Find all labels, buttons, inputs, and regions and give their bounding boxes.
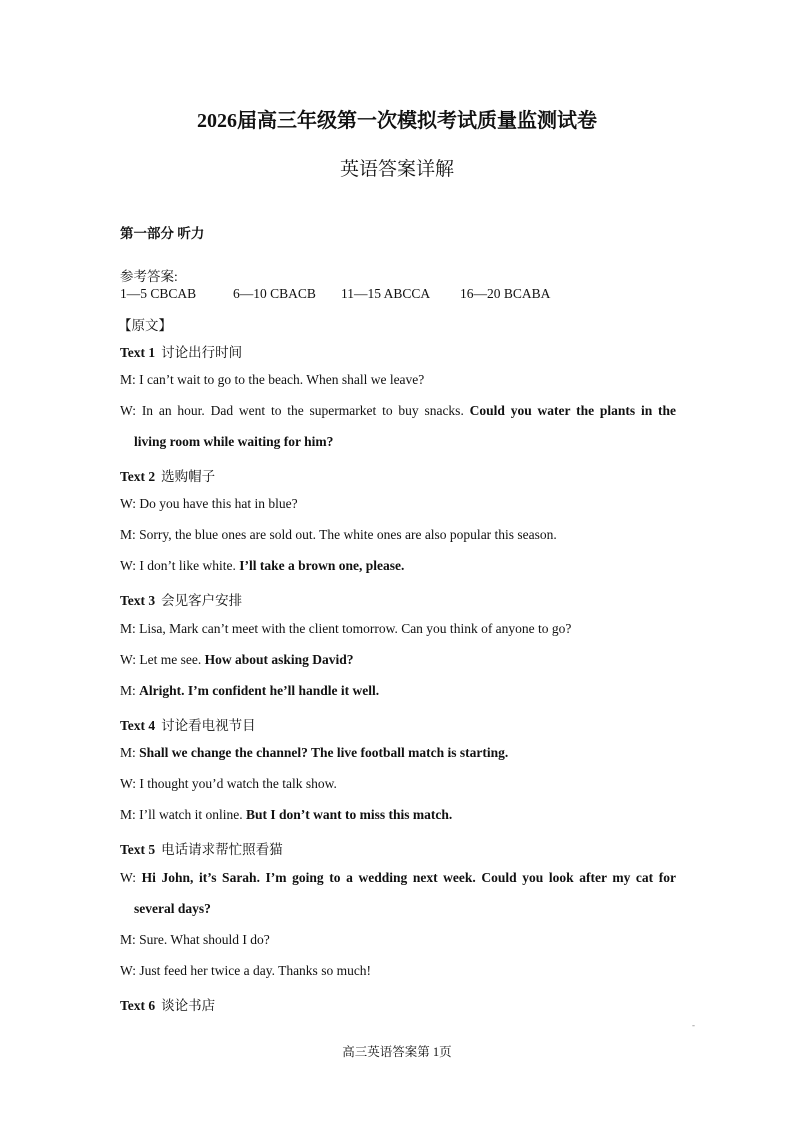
answer-group: 11—15 ABCCA xyxy=(341,286,431,301)
text-heading: Text 6 谈论书店 xyxy=(120,998,216,1013)
dialogue-line: W: I thought you’d watch the talk show. xyxy=(120,776,337,791)
dialogue-line: M: Shall we change the channel? The live football match is starting. xyxy=(120,745,509,760)
dialogue-line: M: Alright. I’m confident he’ll handle it well. xyxy=(120,683,380,698)
dialogue-line: M: Sorry, the blue ones are sold out. The white ones are also popular this season. xyxy=(120,527,557,542)
dialogue-line: W: I don’t like white. I’ll take a brown one, please. xyxy=(120,558,405,573)
answer-group: 1—5 CBCAB xyxy=(120,286,197,301)
dialogue-line: M: I’ll watch it online. But I don’t want to miss this match. xyxy=(120,807,453,822)
text-heading: Text 1 讨论出行时间 xyxy=(120,345,243,360)
dialogue-line: W: Hi John, it’s Sarah. I’m going to a wedding next week. Could you look after my cat for xyxy=(120,870,676,885)
page-subtitle: 英语答案详解 xyxy=(339,159,454,180)
reference-answers-label: 参考答案: xyxy=(120,269,178,284)
dialogue-line: M: Sure. What should I do? xyxy=(120,932,270,947)
text-heading: Text 5 电话请求帮忙照看猫 xyxy=(120,842,283,857)
dialogue-line: M: Lisa, Mark can’t meet with the client tomorrow. Can you think of anyone to go? xyxy=(120,621,572,636)
text-heading: Text 3 会见客户安排 xyxy=(120,593,243,608)
dialogue-line: M: I can’t wait to go to the beach. When shall we leave? xyxy=(120,372,425,387)
dialogue-line-continuation: living room while waiting for him? xyxy=(134,434,334,449)
answer-group: 16—20 BCABA xyxy=(460,286,551,301)
answer-group: 6—10 CBACB xyxy=(233,286,316,301)
text-heading: Text 4 讨论看电视节目 xyxy=(120,718,256,733)
dialogue-line: W: Just feed her twice a day. Thanks so much! xyxy=(120,963,372,978)
transcript-label: 【原文】 xyxy=(118,318,172,333)
corner-mark: - xyxy=(692,1020,695,1030)
section-heading: 第一部分 听力 xyxy=(120,226,205,241)
dialogue-line: W: Let me see. How about asking David? xyxy=(120,652,354,667)
dialogue-line: W: Do you have this hat in blue? xyxy=(120,496,298,511)
dialogue-line-continuation: several days? xyxy=(134,901,211,916)
dialogue-line: W: In an hour. Dad went to the supermarket to buy snacks. Could you water the plants in the xyxy=(120,403,677,418)
page-title: 2026届高三年级第一次模拟考试质量监测试卷 xyxy=(197,110,597,132)
page-footer: 高三英语答案第 1页 xyxy=(342,1045,452,1059)
text-heading: Text 2 选购帽子 xyxy=(120,469,216,484)
